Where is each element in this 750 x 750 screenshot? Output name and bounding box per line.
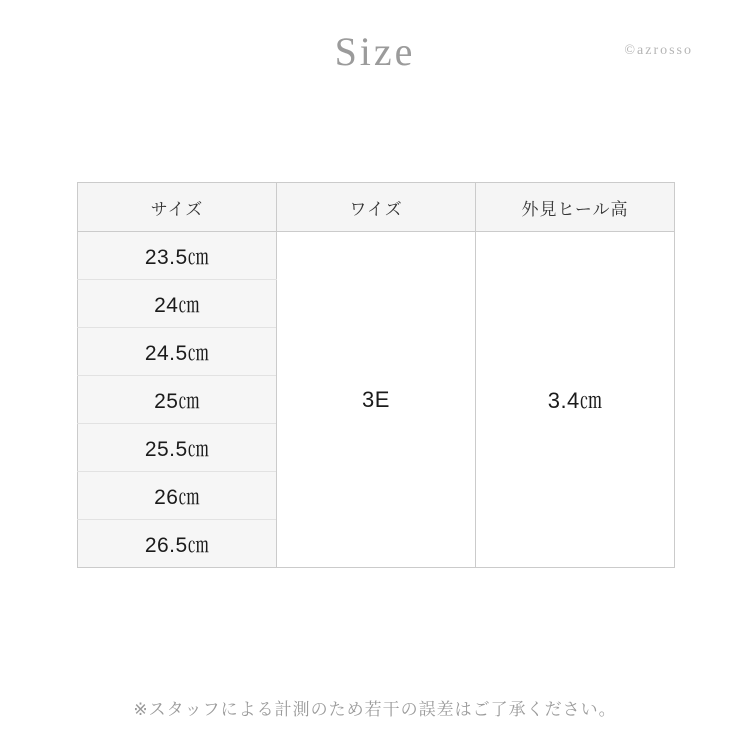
header-row (78, 183, 675, 232)
size-spec-table (77, 182, 675, 568)
size-spec-table-container (77, 182, 675, 568)
width-value-cell: 3E (277, 232, 476, 568)
table-row (78, 232, 675, 280)
brand-watermark: ©azrosso (624, 43, 693, 58)
page-title: Size (334, 29, 416, 74)
size-cell: 24㎝ (78, 280, 277, 328)
column-header-width: ワイズ (277, 183, 476, 232)
column-header-size: サイズ (78, 183, 277, 232)
size-cell: 26.5㎝ (78, 520, 277, 568)
size-cell: 25.5㎝ (78, 424, 277, 472)
size-cell: 26㎝ (78, 472, 277, 520)
size-cell: 24.5㎝ (78, 328, 277, 376)
size-cell: 23.5㎝ (78, 232, 277, 280)
heel-height-value-cell: 3.4㎝ (476, 232, 675, 568)
measurement-note: ※スタッフによる計測のため若干の誤差はご了承ください。 (133, 700, 617, 719)
column-header-heel-height: 外見ヒール高 (476, 183, 675, 232)
size-cell: 25㎝ (78, 376, 277, 424)
